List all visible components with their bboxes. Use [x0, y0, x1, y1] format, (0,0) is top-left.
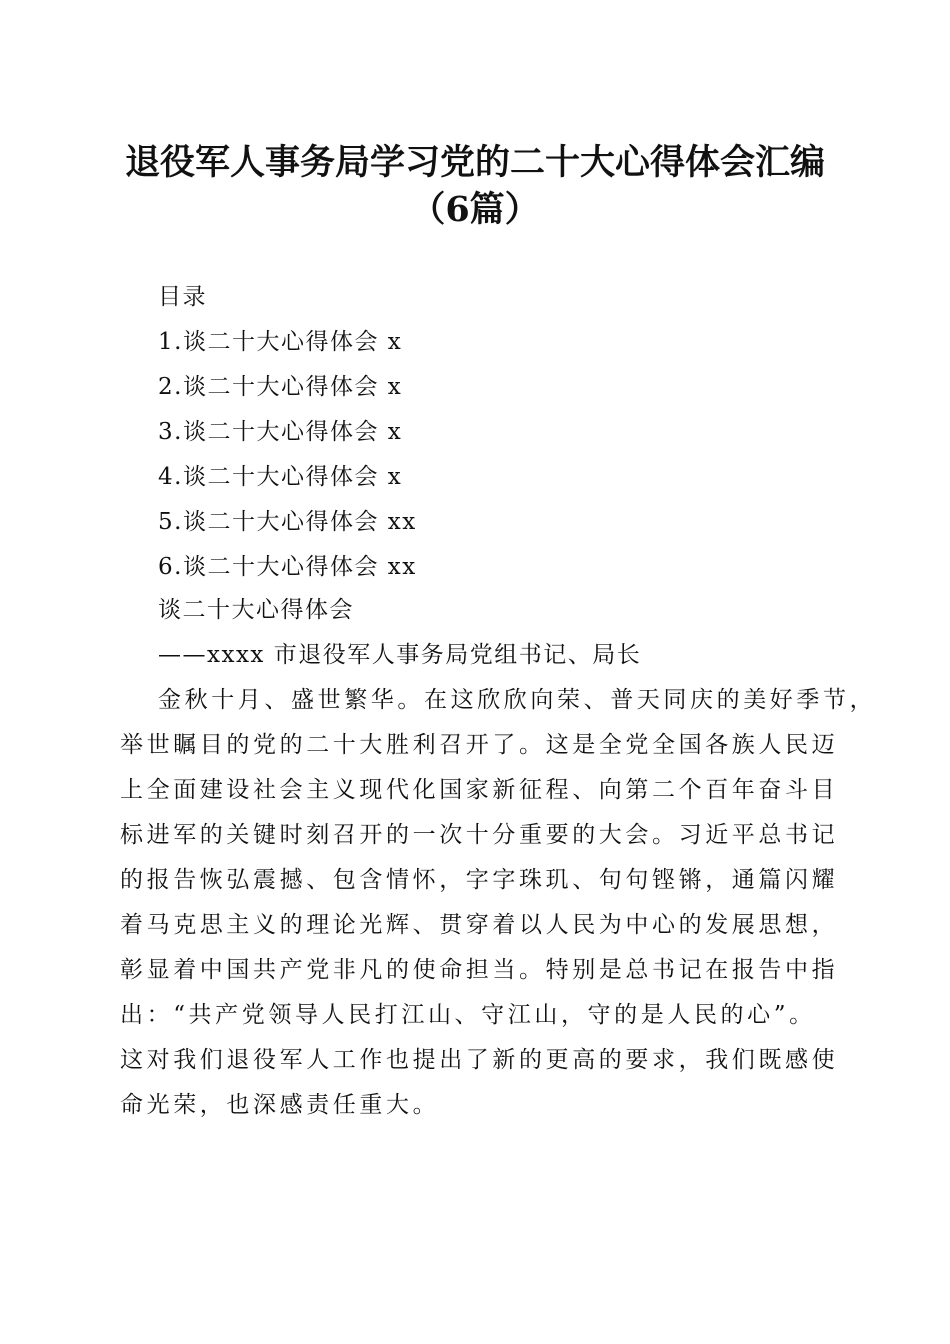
paragraph-line: 着马克思主义的理论光辉、贯穿着以人民为中心的发展思想，	[120, 912, 839, 938]
toc-item: 2.谈二十大心得体会 x	[158, 374, 403, 400]
paragraph-line: 的报告恢弘震撼、包含情怀，字字珠玑、句句铿锵，通篇闪耀	[120, 867, 839, 893]
paragraph-line: 标进军的关键时刻召开的一次十分重要的大会。习近平总书记	[120, 822, 839, 848]
toc-heading: 目录	[158, 284, 207, 310]
paragraph-line: 出：“共产党领导人民打江山、守江山，守的是人民的心”。	[120, 1002, 816, 1028]
article-author: ——xxxx 市退役军人事务局党组书记、局长	[158, 642, 642, 668]
article-title: 谈二十大心得体会	[158, 597, 354, 623]
toc-item: 4.谈二十大心得体会 x	[158, 464, 403, 490]
toc-item: 3.谈二十大心得体会 x	[158, 419, 403, 445]
toc-item: 5.谈二十大心得体会 xx	[158, 509, 417, 535]
toc-item: 1.谈二十大心得体会 x	[158, 329, 403, 355]
paragraph-line: 举世瞩目的党的二十大胜利召开了。这是全党全国各族人民迈	[120, 732, 839, 758]
document-title: 退役军人事务局学习党的二十大心得体会汇编	[124, 142, 825, 183]
paragraph-line: 命光荣，也深感责任重大。	[120, 1092, 440, 1118]
paragraph-line: 彰显着中国共产党非凡的使命担当。特别是总书记在报告中指	[120, 957, 839, 983]
paragraph-line: 金秋十月、盛世繁华。在这欣欣向荣、普天同庆的美好季节，	[158, 687, 877, 713]
document-title-count: （6篇）	[410, 189, 540, 230]
paragraph-line: 这对我们退役军人工作也提出了新的更高的要求，我们既感使	[120, 1047, 839, 1073]
toc-item: 6.谈二十大心得体会 xx	[158, 554, 417, 580]
paragraph-line: 上全面建设社会主义现代化国家新征程、向第二个百年奋斗目	[120, 777, 839, 803]
